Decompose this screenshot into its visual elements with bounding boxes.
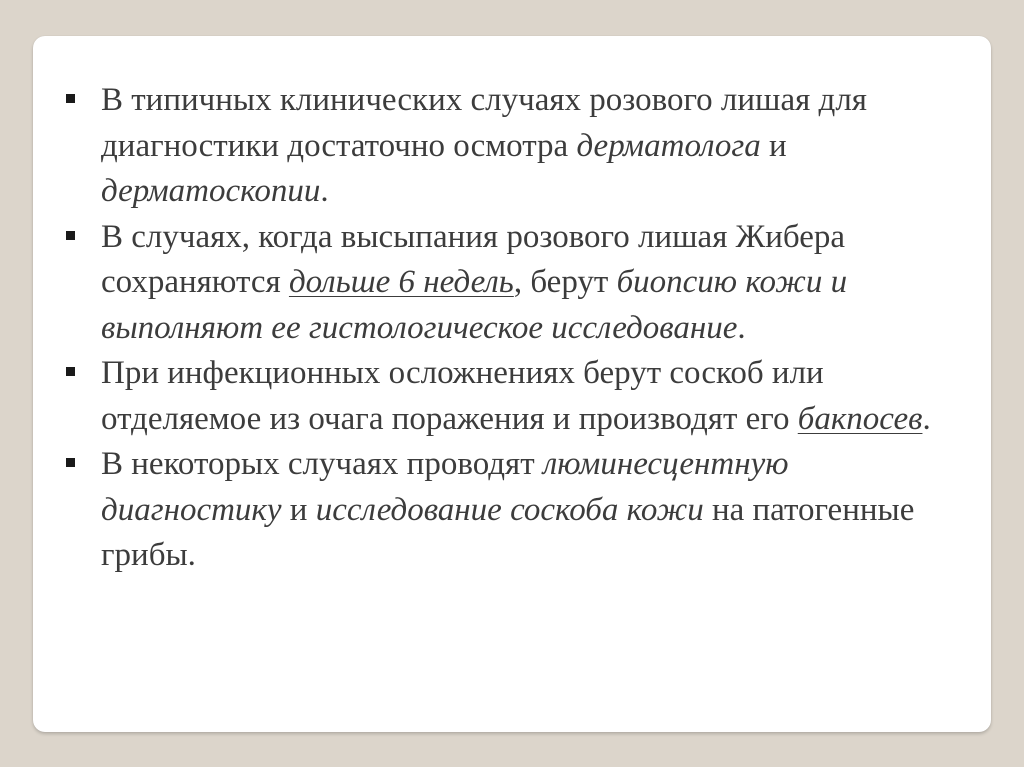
italic-term-dermatologist: дерматолога — [576, 127, 761, 164]
italic-term-biopsy: биопсию кожи и выполняют ее гистологическое исследование — [101, 264, 848, 346]
square-bullet-icon — [66, 367, 75, 376]
text-segment: . — [737, 309, 746, 346]
bullet-list — [66, 78, 946, 579]
text-segment: В некоторых случаях проводят — [101, 446, 543, 482]
square-bullet-icon — [66, 94, 75, 103]
square-bullet-icon — [66, 458, 75, 467]
text-segment: и — [760, 127, 787, 164]
italic-term-luminescent: люминесцентную диагностику — [101, 446, 789, 528]
italic-term-dermatoscopy: дерматоскопии — [101, 173, 321, 209]
italic-term-scraping: исследование соскоба кожи — [315, 491, 704, 528]
square-bullet-icon — [66, 231, 75, 240]
text-segment: на патогенные грибы. — [101, 491, 915, 573]
bullet-item-diagnosis — [66, 78, 946, 215]
bullet-item-luminescent — [66, 442, 946, 579]
text-segment: , берут — [513, 264, 617, 300]
text-segment: В типичных клинических случаях розового лишая для диагностики достаточно осмотра — [101, 82, 867, 164]
text-segment: При инфекционных осложнениях берут соскоб или отделяемое из очага поражения и производят его — [101, 355, 824, 437]
text-segment: и — [281, 491, 316, 528]
text-segment: В случаях, когда высыпания розового лишая Жибера сохраняются — [101, 218, 846, 300]
text-segment: . — [922, 400, 931, 437]
bullet-item-culture — [66, 351, 946, 442]
text-segment: . — [320, 173, 329, 209]
bullet-item-biopsy — [66, 215, 946, 352]
underlined-term-culture: бакпосев — [797, 400, 923, 437]
underlined-term-duration: дольше 6 недель — [288, 264, 514, 300]
